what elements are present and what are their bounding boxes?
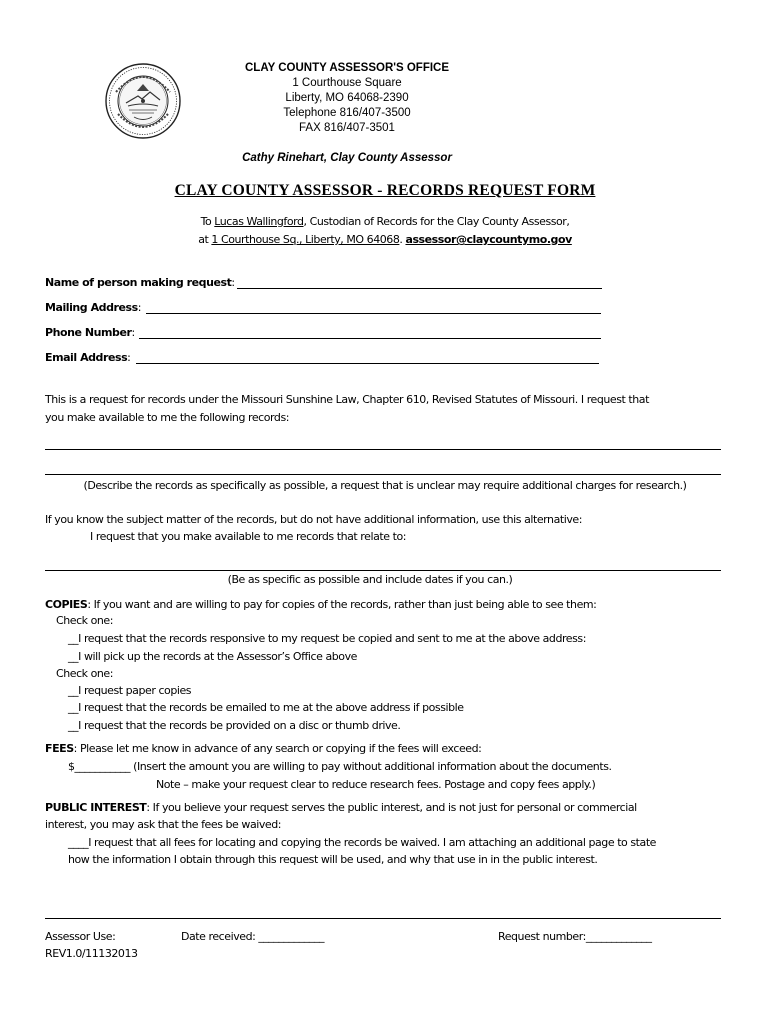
office-address-line2: Liberty, MO 64068-2390 bbox=[285, 92, 409, 104]
copies-text: : If you want and are willing to pay for copies of the records, rather than just being able to see them: bbox=[87, 598, 597, 611]
phone-field-row: Phone Number: bbox=[45, 326, 135, 339]
request-number-input[interactable]: Request number:_____________ bbox=[498, 930, 652, 943]
be-specific-note: (Be as specific as possible and include dates if you can.) bbox=[227, 573, 513, 586]
fees-note: Note – make your request clear to reduce research fees. Postage and copy fees apply.) bbox=[156, 778, 596, 791]
option-emailed-checkbox[interactable]: __I request that the records be emailed to me at the above address if possible bbox=[68, 701, 464, 714]
office-name: CLAY COUNTY ASSESSOR'S OFFICE bbox=[244, 62, 450, 74]
request-intro-line2: you make available to me the following records: bbox=[45, 411, 289, 424]
footer-divider bbox=[45, 918, 721, 919]
phone-number-input[interactable] bbox=[139, 338, 601, 339]
fees-heading bbox=[45, 742, 481, 755]
mailing-field-label: Mailing Address bbox=[45, 301, 138, 314]
mailing-address-input[interactable] bbox=[146, 313, 601, 314]
subject-matter-line[interactable] bbox=[45, 570, 721, 571]
fees-amount-input[interactable]: $___________ (Insert the amount you are willing to pay without additional information about the documents. bbox=[68, 760, 612, 773]
revision-number: REV1.0/11132013 bbox=[45, 947, 138, 960]
separator: . bbox=[399, 233, 406, 246]
office-fax: FAX 816/407-3501 bbox=[299, 122, 395, 134]
option-paper-checkbox[interactable]: __I request paper copies bbox=[68, 684, 192, 697]
office-address-line1: 1 Courthouse Square bbox=[292, 77, 402, 89]
option-disc-checkbox[interactable]: __I request that the records be provided on a disc or thumb drive. bbox=[68, 719, 401, 732]
mailing-field-row: Mailing Address: bbox=[45, 301, 141, 314]
custodian-title: , Custodian of Records for the Clay County Assessor, bbox=[303, 215, 570, 228]
public-interest-text: : If you believe your request serves the public interest, and is not just for personal or commercial bbox=[146, 801, 637, 814]
custodian-address: 1 Courthouse Sq., Liberty, MO 64068 bbox=[211, 233, 400, 246]
copies-check-one-1: Check one: bbox=[56, 614, 114, 627]
fee-waiver-checkbox[interactable]: ____I request that all fees for locating and copying the records be waived. I am attaching an additional page to state bbox=[68, 836, 656, 849]
clay-county-seal-logo bbox=[104, 62, 182, 140]
name-field-row: Name of person making request: bbox=[45, 276, 235, 289]
at-prefix: at bbox=[198, 233, 212, 246]
option-copied-sent-checkbox[interactable]: __I request that the records responsive to my request be copied and sent to me at the above address: bbox=[68, 632, 586, 645]
assessor-use-label: Assessor Use: bbox=[45, 930, 116, 943]
email-address-input[interactable] bbox=[136, 363, 599, 364]
custodian-name: Lucas Wallingford bbox=[214, 215, 304, 228]
public-interest-text-line2: interest, you may ask that the fees be waived: bbox=[45, 818, 282, 831]
describe-records-note: (Describe the records as specifically as possible, a request that is unclear may require additional charges for research.) bbox=[83, 479, 687, 492]
public-interest-label: PUBLIC INTEREST bbox=[45, 801, 147, 814]
copies-check-one-2: Check one: bbox=[56, 667, 114, 680]
public-interest-heading bbox=[45, 801, 637, 814]
name-field-input[interactable] bbox=[237, 288, 602, 289]
alternative-line1: If you know the subject matter of the records, but do not have additional information, use this alternative: bbox=[45, 513, 582, 526]
name-field-label: Name of person making request bbox=[45, 276, 232, 289]
form-title: CLAY COUNTY ASSESSOR - RECORDS REQUEST FORM bbox=[174, 182, 596, 199]
alternative-line2: I request that you make available to me records that relate to: bbox=[90, 530, 406, 543]
request-intro-line1: This is a request for records under the Missouri Sunshine Law, Chapter 610, Revised Statutes of Missouri. I request that bbox=[45, 393, 649, 406]
assessor-name: Cathy Rinehart, Clay County Assessor bbox=[242, 152, 452, 164]
fee-waiver-line2: how the information I obtain through this request will be used, and why that use in in the public interest. bbox=[68, 853, 598, 866]
records-description-line1[interactable] bbox=[45, 449, 721, 450]
records-description-line2[interactable] bbox=[45, 474, 721, 475]
email-field-row: Email Address: bbox=[45, 351, 131, 364]
fees-label: FEES bbox=[45, 742, 74, 755]
office-telephone: Telephone 816/407-3500 bbox=[283, 107, 411, 119]
custodian-email-link[interactable]: assessor@claycountymo.gov bbox=[405, 233, 572, 246]
copies-heading bbox=[45, 598, 596, 611]
date-received-input[interactable]: Date received: _____________ bbox=[181, 930, 325, 943]
fees-text: : Please let me know in advance of any search or copying if the fees will exceed: bbox=[73, 742, 482, 755]
copies-label: COPIES bbox=[45, 598, 88, 611]
phone-field-label: Phone Number bbox=[45, 326, 132, 339]
option-pickup-checkbox[interactable]: __I will pick up the records at the Assessor’s Office above bbox=[68, 650, 357, 663]
to-prefix: To bbox=[200, 215, 215, 228]
email-field-label: Email Address bbox=[45, 351, 128, 364]
